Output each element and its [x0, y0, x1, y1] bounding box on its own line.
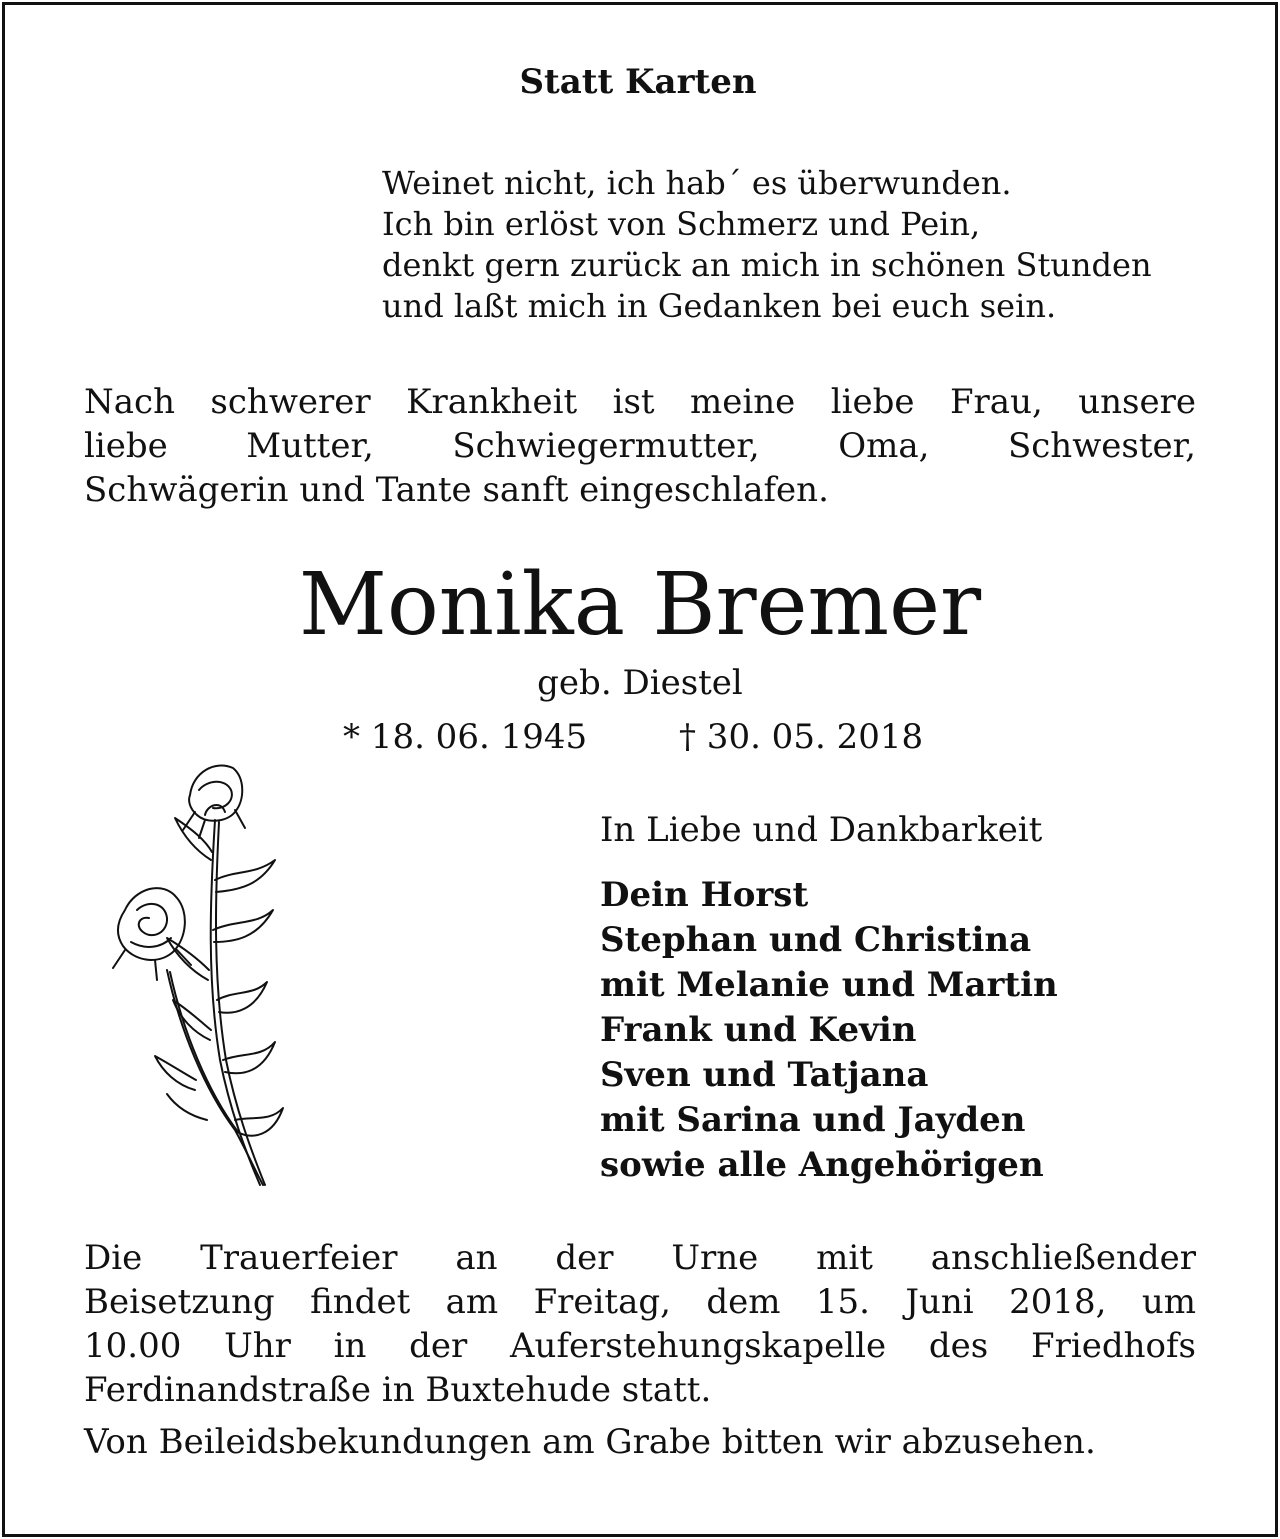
deceased-name: Monika Bremer — [298, 555, 982, 655]
service-line: Ferdinandstraße in Buxtehude statt. — [84, 1370, 712, 1410]
service-line: Die Trauerfeier an der Urne mit anschließender — [84, 1238, 1196, 1278]
birth-date: * 18. 06. 1945 — [343, 717, 588, 757]
service-paragraph — [84, 1236, 1196, 1412]
thanks-line: In Liebe und Dankbarkeit — [600, 810, 1043, 850]
intro-paragraph — [84, 380, 1196, 512]
intro-line: Nach schwerer Krankheit ist meine liebe Frau, unsere — [84, 382, 1196, 422]
rose-drawing-icon — [95, 760, 295, 1190]
service-line: Beisetzung findet am Freitag, dem 15. Juni 2018, um — [84, 1282, 1196, 1322]
maiden-name: geb. Diestel — [537, 663, 743, 703]
mourner-line: Sven und Tatjana — [600, 1055, 929, 1095]
mourners-list — [600, 873, 1058, 1188]
poem-line: denkt gern zurück an mich in schönen Stunden — [382, 246, 1152, 284]
death-date: † 30. 05. 2018 — [679, 717, 924, 757]
intro-line: Schwägerin und Tante sanft eingeschlafen. — [84, 470, 829, 510]
intro-line: liebe Mutter, Schwiegermutter, Oma, Schwester, — [84, 426, 1196, 466]
service-line: 10.00 Uhr in der Auferstehungskapelle des Friedhofs — [84, 1326, 1196, 1366]
closing-line: Von Beileidsbekundungen am Grabe bitten wir abzusehen. — [84, 1422, 1096, 1462]
mourner-line: Dein Horst — [600, 875, 809, 915]
mourner-line: sowie alle Angehörigen — [600, 1145, 1044, 1185]
mourner-line: mit Sarina und Jayden — [600, 1100, 1026, 1140]
mourner-line: Frank und Kevin — [600, 1010, 917, 1050]
poem-line: Weinet nicht, ich hab´ es überwunden. — [382, 164, 1012, 202]
mourner-line: mit Melanie und Martin — [600, 965, 1058, 1005]
poem-line: Ich bin erlöst von Schmerz und Pein, — [382, 205, 981, 243]
mourner-line: Stephan und Christina — [600, 920, 1032, 960]
poem-line: und laßt mich in Gedanken bei euch sein. — [382, 287, 1057, 325]
header-statt-karten: Statt Karten — [519, 62, 757, 102]
poem — [382, 163, 1152, 327]
